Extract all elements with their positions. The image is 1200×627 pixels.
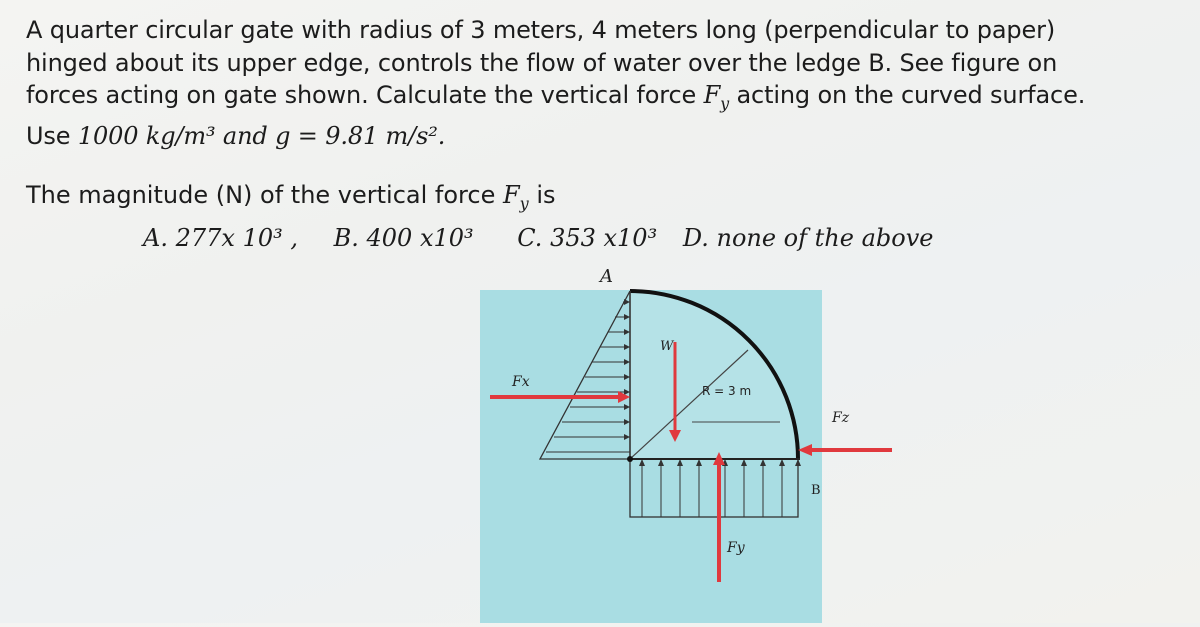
choice-c[interactable]: C. 353 x10³ [517, 224, 658, 252]
problem-line-3-start: forces acting on gate shown. Calculate the vertical force [26, 81, 704, 109]
density-gravity-formula: 1000 kg/m³ and g = 9.81 m/s². [77, 122, 446, 151]
fy-subscript: y [720, 93, 730, 113]
question-fy-subscript: y [519, 193, 529, 213]
gate-diagram [480, 262, 900, 623]
problem-line-4-start: Use [26, 122, 78, 151]
label-fy: Fy [727, 540, 745, 556]
label-fx: Fx [512, 374, 530, 390]
water-region-lower [480, 462, 822, 623]
answer-choices [143, 224, 933, 252]
question-text [26, 181, 556, 213]
question-start: The magnitude (N) of the vertical force [26, 181, 503, 209]
question-fy-variable: F [502, 181, 520, 209]
choice-b[interactable]: B. 400 x10³ [333, 224, 474, 252]
problem-line-3 [26, 79, 1186, 120]
label-a: A [600, 266, 613, 287]
question-end: is [528, 181, 556, 209]
choice-d[interactable]: D. none of the above [682, 224, 934, 252]
fy-variable: F [703, 81, 721, 109]
problem-line-2: hinged about its upper edge, controls the flow of water over the ledge B. See figure on [26, 48, 1058, 77]
problem-text [26, 14, 1186, 153]
choice-a[interactable]: A. 277x 10³ , [143, 224, 298, 252]
problem-line-1: A quarter circular gate with radius of 3 meters, 4 meters long (perpendicular to paper) [26, 16, 1056, 44]
label-w: W [660, 339, 674, 354]
problem-line-4 [26, 120, 1186, 153]
label-radius: R = 3 m [702, 384, 752, 398]
gate-figure [480, 262, 900, 623]
label-fz: Fz [832, 410, 850, 426]
hinge-point [627, 456, 633, 462]
label-b: B [811, 483, 821, 498]
problem-line-3-end: acting on the curved surface. [729, 81, 1086, 109]
